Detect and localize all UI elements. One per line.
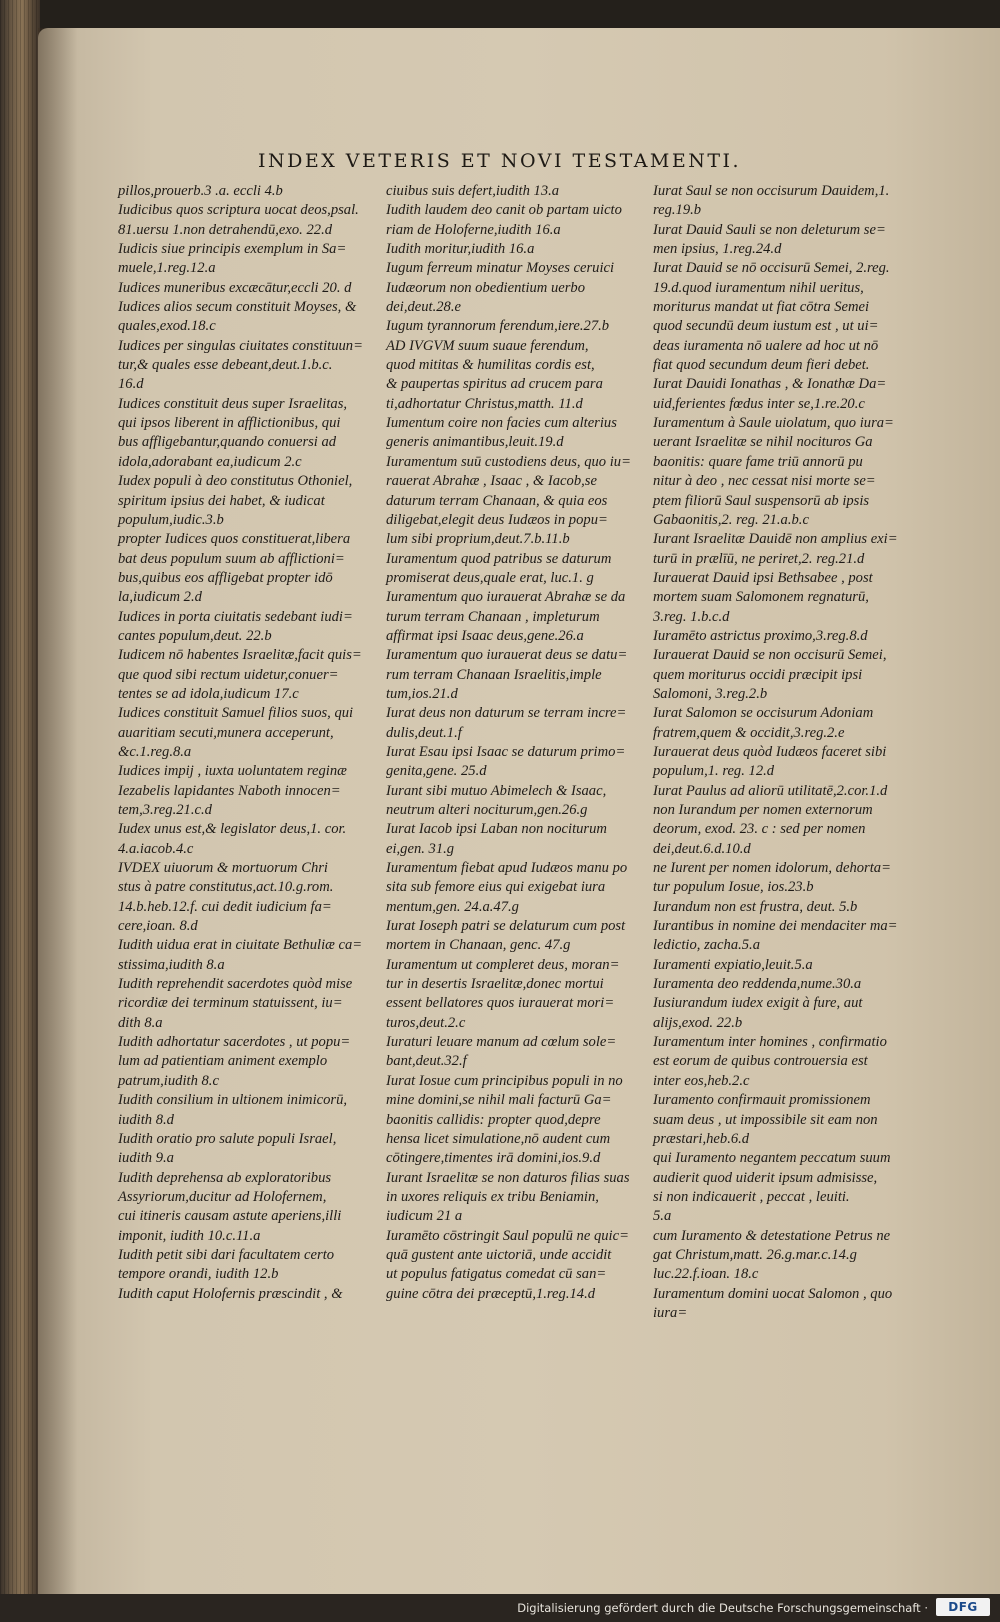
index-line: quales,exod.18.c bbox=[118, 318, 216, 335]
index-line: 81.uersu 1.non detrahendū,exo. 22.d bbox=[118, 221, 333, 238]
index-line: Iudith caput Holofernis præscindit , & bbox=[118, 1285, 343, 1302]
index-line: tum,ios.21.d bbox=[386, 685, 458, 702]
index-line: auaritiam secuti,munera acceperunt, bbox=[118, 724, 334, 741]
index-line: iura= bbox=[653, 1304, 688, 1321]
index-line: Iuramenti expiatio,leuit.5.a bbox=[653, 956, 813, 973]
index-line: turos,deut.2.c bbox=[386, 1014, 466, 1031]
index-line: Iurat Esau ipsi Isaac se daturum primo= bbox=[386, 743, 626, 760]
index-line: generis animantibus,leuit.19.d bbox=[386, 434, 564, 451]
index-line: cui itineris causam astute aperiens,illi bbox=[118, 1208, 342, 1225]
index-line: Iurandum non est frustra, deut. 5.b bbox=[653, 898, 858, 915]
index-line: quod secundū deum iustum est , ut ui= bbox=[653, 318, 879, 335]
funding-note: Digitalisierung gefördert durch die Deutsche Forschungsgemeinschaft · bbox=[517, 1601, 928, 1615]
index-line: Iuramentum à Saule uiolatum, quo iura= bbox=[653, 415, 894, 432]
index-line: Salomoni, 3.reg.2.b bbox=[653, 685, 768, 702]
index-line: Iudith uidua erat in ciuitate Bethuliæ ca= bbox=[118, 937, 363, 954]
index-line: baonitis: quare fame triū annorū pu bbox=[653, 453, 863, 470]
index-line: qui ipsos liberent in afflictionibus, qui bbox=[118, 415, 341, 432]
index-line: mortem suam Salomonem regnaturū, bbox=[653, 589, 869, 606]
index-line: Iurat Paulus ad aliorū utilitatē,2.cor.1.d bbox=[653, 782, 888, 799]
index-line: Iudices per singulas ciuitates constituun= bbox=[118, 337, 363, 354]
index-line: tempore orandi, iudith 12.b bbox=[118, 1266, 279, 1283]
index-line: ricordiæ dei terminum statuissent, iu= bbox=[118, 995, 343, 1012]
index-line: iudith 9.a bbox=[118, 1150, 174, 1167]
index-line: bus affligebantur,quando conuersi ad bbox=[118, 434, 337, 451]
index-line: promiserat deus,quale erat, luc.1. g bbox=[386, 569, 594, 586]
index-line: Iuraturi leuare manum ad cœlum sole= bbox=[386, 1034, 617, 1051]
index-line: IVDEX uiuorum & mortuorum Chri bbox=[118, 860, 328, 877]
index-line: Iudicis siue principis exemplum in Sa= bbox=[118, 241, 347, 258]
index-line: Iurat Ioseph patri se delaturum cum post bbox=[386, 918, 626, 935]
index-line: Iuramentum domini uocat Salomon , quo bbox=[653, 1285, 893, 1302]
index-line: AD IVGVM suum suaue ferendum, bbox=[386, 337, 589, 354]
index-line: quem moriturus occidi præcipit ipsi bbox=[653, 666, 863, 683]
index-line: Iudex unus est,& legislator deus,1. cor. bbox=[118, 821, 347, 838]
footer-bar bbox=[0, 1594, 1000, 1622]
index-line: Iudith deprehensa ab exploratoribus bbox=[118, 1169, 332, 1186]
index-line: Iudex populi à deo constitutus Othoniel, bbox=[118, 473, 353, 490]
index-line: stus à patre constitutus,act.10.g.rom. bbox=[118, 879, 334, 896]
index-line: Iuramentum quo iurauerat Abrahæ se da bbox=[386, 589, 626, 606]
index-line: iudicum 21 a bbox=[386, 1208, 463, 1225]
index-line: rauerat Abrahæ , Isaac , & Iacob,se bbox=[386, 473, 597, 490]
index-line: sita sub femore eius qui exigebat iura bbox=[386, 879, 606, 896]
index-line: Iurauerat Dauid ipsi Bethsabee , post bbox=[653, 569, 873, 586]
index-line: Iudith reprehendit sacerdotes quòd mise bbox=[118, 976, 353, 993]
index-line: est eorum de quibus controuersia est bbox=[653, 1053, 868, 1070]
index-line: quod mititas & humilitas cordis est, bbox=[386, 357, 595, 374]
index-line: Iurantibus in nomine dei mendaciter ma= bbox=[653, 918, 898, 935]
index-line: Iudices impij , iuxta uoluntatem reginæ bbox=[118, 763, 347, 780]
index-line: Iudith moritur,iudith 16.a bbox=[386, 241, 535, 258]
index-line: reg.19.b bbox=[653, 202, 702, 219]
index-line: propter Iudices quos constituerat,libera bbox=[118, 531, 351, 548]
index-line: gat Christum,matt. 26.g.mar.c.14.g bbox=[653, 1246, 857, 1263]
index-line: moriturus mandat ut fiat cōtra Semei bbox=[653, 299, 870, 316]
index-line: diligebat,elegit deus Iudæos in popu= bbox=[386, 511, 608, 528]
index-line: spiritum ipsius dei habet, & iudicat bbox=[118, 492, 325, 509]
index-line: Iuramentum ut compleret deus, moran= bbox=[386, 956, 620, 973]
index-line: Iumentum coire non facies cum alterius bbox=[386, 415, 617, 432]
book-edge bbox=[0, 0, 40, 1622]
index-line: Iudith petit sibi dari facultatem certo bbox=[118, 1246, 335, 1263]
index-line: in uxores reliquis ex tribu Beniamin, bbox=[386, 1188, 599, 1205]
page-header: INDEX VETERIS ET NOVI TESTAMENTI. bbox=[258, 150, 742, 172]
index-line: Iudith consilium in ultionem inimicorū, bbox=[118, 1092, 348, 1109]
index-line: tur populum Iosue, ios.23.b bbox=[653, 879, 814, 896]
index-line: Iurauerat Dauid se non occisurū Semei, bbox=[653, 647, 887, 664]
index-line: uid,ferientes fœdus inter se,1.re.20.c bbox=[653, 395, 865, 412]
index-line: Iurat Iosue cum principibus populi in no bbox=[386, 1072, 623, 1089]
index-line: 19.d.quod iuramentum nihil ueritus, bbox=[653, 279, 864, 296]
index-line: Iurat Salomon se occisurum Adoniam bbox=[653, 705, 874, 722]
index-line: mine domini,se nihil mali facturū Ga= bbox=[386, 1092, 612, 1109]
index-line: &c.1.reg.8.a bbox=[118, 743, 192, 760]
index-line: Iudices in porta ciuitatis sedebant iudi= bbox=[118, 608, 353, 625]
index-line: Iurauerat deus quòd Iudæos faceret sibi bbox=[653, 743, 887, 760]
index-line: ut populus fatigatus comedat cū san= bbox=[386, 1266, 607, 1283]
index-line: cere,ioan. 8.d bbox=[118, 918, 198, 935]
index-line: tem,3.reg.21.c.d bbox=[118, 802, 212, 818]
index-line: Iudices alios secum constituit Moyses, & bbox=[118, 299, 357, 316]
index-line: uerant Israelitæ se nihil nocituros Ga bbox=[653, 434, 873, 451]
index-line: mentum,gen. 24.a.47.g bbox=[386, 898, 519, 915]
index-line: bant,deut.32.f bbox=[386, 1053, 467, 1070]
index-line: Iuramenta deo reddenda,nume.30.a bbox=[653, 976, 862, 993]
index-line: ciuibus suis defert,iudith 13.a bbox=[386, 183, 560, 199]
index-line: lum ad patientiam animent exemplo bbox=[118, 1053, 328, 1070]
index-line: turum terram Chanaan , impleturum bbox=[386, 608, 600, 625]
index-line: non Iurandum per nomen externorum bbox=[653, 802, 873, 818]
index-line: stissima,iudith 8.a bbox=[118, 956, 225, 973]
index-line: 16.d bbox=[118, 376, 144, 393]
index-line: alijs,exod. 22.b bbox=[653, 1014, 743, 1031]
index-line: imponit, iudith 10.c.11.a bbox=[118, 1227, 261, 1244]
index-line: populum,iudic.3.b bbox=[118, 511, 224, 528]
index-line: daturum terram Chanaan, & quia eos bbox=[386, 492, 608, 509]
index-line: fratrem,quem & occidit,3.reg.2.e bbox=[653, 724, 845, 741]
index-line: ledictio, zacha.5.a bbox=[653, 937, 761, 954]
index-line: mortem in Chanaan, genc. 47.g bbox=[386, 937, 571, 954]
index-line: men ipsius, 1.reg.24.d bbox=[653, 241, 782, 258]
index-line: 5.a bbox=[653, 1208, 672, 1225]
index-line: Iuramento confirmauit promissionem bbox=[653, 1092, 871, 1109]
index-line: dulis,deut.1.f bbox=[386, 724, 462, 741]
index-line: Iurat deus non daturum se terram incre= bbox=[386, 705, 627, 722]
index-line: hensa licet simulatione,nō audent cum bbox=[386, 1130, 611, 1147]
index-line: Iudæorum non obedientium uerbo bbox=[386, 279, 586, 296]
index-line: rum terram Chanaan Israelitis,imple bbox=[386, 666, 602, 683]
index-line: tentes se ad idola,iudicum 17.c bbox=[118, 685, 299, 702]
index-line: lum sibi proprium,deut.7.b.11.b bbox=[386, 531, 570, 548]
index-line: que quod sibi rectum uidetur,conuer= bbox=[118, 666, 339, 683]
index-line: ptem filiorū Saul suspensorū ab ipsis bbox=[653, 492, 870, 509]
index-line: Iuramentum quod patribus se daturum bbox=[386, 550, 612, 567]
index-line: cōtingere,timentes irā domini,ios.9.d bbox=[386, 1150, 601, 1167]
index-line: suam deus , ut impossibile sit eam non bbox=[653, 1111, 878, 1128]
index-line: cantes populum,deut. 22.b bbox=[118, 627, 272, 644]
index-line: Iudith adhortatur sacerdotes , ut popu= bbox=[118, 1034, 351, 1051]
index-line: affirmat ipsi Isaac deus,gene.26.a bbox=[386, 627, 584, 644]
index-line: Iugum tyrannorum ferendum,iere.27.b bbox=[386, 318, 610, 335]
index-line: baonitis callidis: propter quod,depre bbox=[386, 1111, 601, 1128]
index-column-right bbox=[653, 182, 943, 1323]
index-line: Iuramentum suū custodiens deus, quo iu= bbox=[386, 453, 631, 470]
index-line: deorum, exod. 23. c : sed per nomen bbox=[653, 821, 866, 838]
index-line: fiat quod secundum deum fieri debet. bbox=[653, 357, 870, 374]
index-line: Iudices constituit deus super Israelitas, bbox=[118, 395, 348, 412]
index-line: 4.a.iacob.4.c bbox=[118, 840, 194, 857]
index-line: essent bellatores quos iurauerat mori= bbox=[386, 995, 615, 1012]
index-line: neutrum alteri nociturum,gen.26.g bbox=[386, 802, 588, 818]
index-line: riam de Holoferne,iudith 16.a bbox=[386, 221, 561, 238]
index-line: genita,gene. 25.d bbox=[386, 763, 487, 780]
index-line: 14.b.heb.12.f. cui dedit iudicium fa= bbox=[118, 898, 332, 915]
index-line: inter eos,heb.2.c bbox=[653, 1072, 750, 1089]
index-line: quā gustent ante uictoriā, unde accidit bbox=[386, 1246, 612, 1263]
index-line: Iurant Israelitæ Dauidē non amplius exi= bbox=[653, 531, 898, 548]
index-line: deas iuramenta nō ualere ad hoc ut nō bbox=[653, 337, 879, 354]
index-line: Iuramentum fiebat apud Iudæos manu po bbox=[386, 860, 628, 877]
index-column-left bbox=[118, 182, 390, 1304]
index-line: Iurat Dauid se nō occisurū Semei, 2.reg. bbox=[653, 260, 890, 277]
index-line: Iurat Saul se non occisurum Dauidem,1. bbox=[653, 183, 890, 199]
index-line: si non indicauerit , peccat , leuiti. bbox=[653, 1188, 850, 1205]
index-line: præstari,heb.6.d bbox=[653, 1130, 750, 1147]
index-line: bus,quibus eos affligebat propter idō bbox=[118, 569, 333, 586]
index-line: ne Iurent per nomen idolorum, dehorta= bbox=[653, 860, 891, 877]
index-line: iudith 8.d bbox=[118, 1111, 174, 1128]
index-line: Iudices constituit Samuel filios suos, qui bbox=[118, 705, 354, 722]
index-line: Iurant Israelitæ se non daturos filias suas bbox=[386, 1169, 630, 1186]
index-line: Iudicibus quos scriptura uocat deos,psal. bbox=[118, 202, 359, 219]
index-line: idola,adorabant ea,iudicum 2.c bbox=[118, 453, 302, 470]
index-line: Iudices muneribus excæcātur,eccli 20. d bbox=[118, 279, 352, 296]
index-line: patrum,iudith 8.c bbox=[118, 1072, 219, 1089]
index-line: Iusiurandum iudex exigit à fure, aut bbox=[653, 995, 863, 1012]
index-line: Iurat Iacob ipsi Laban non nociturum bbox=[386, 821, 607, 838]
index-column-middle bbox=[386, 182, 662, 1304]
index-line: Iezabelis lapidantes Naboth innocen= bbox=[118, 782, 341, 799]
index-line: qui Iuramento negantem peccatum suum bbox=[653, 1150, 891, 1167]
index-line: turū in prælīū, ne periret,2. reg.21.d bbox=[653, 550, 865, 567]
index-line: populum,1. reg. 12.d bbox=[653, 763, 775, 780]
index-line: Iudith laudem deo canit ob partam uicto bbox=[386, 202, 622, 219]
index-line: audierit quod uiderit ipsum admisisse, bbox=[653, 1169, 878, 1186]
index-line: ti,adhortatur Christus,matth. 11.d bbox=[386, 395, 583, 412]
index-line: ei,gen. 31.g bbox=[386, 840, 455, 857]
index-line: dei,deut.28.e bbox=[386, 299, 461, 316]
index-line: Iugum ferreum minatur Moyses ceruici bbox=[386, 260, 615, 277]
index-line: pillos,prouerb.3 .a. eccli 4.b bbox=[118, 183, 283, 199]
index-line: guine cōtra dei præceptū,1.reg.14.d bbox=[386, 1285, 596, 1302]
index-line: Iuramentum quo iurauerat deus se datu= bbox=[386, 647, 628, 664]
index-line: muele,1.reg.12.a bbox=[118, 260, 216, 277]
index-line: cum Iuramento & detestatione Petrus ne bbox=[653, 1227, 891, 1244]
index-line: Iurant sibi mutuo Abimelech & Isaac, bbox=[386, 782, 607, 799]
dfg-logo: DFG bbox=[936, 1598, 990, 1616]
index-line: & paupertas spiritus ad crucem para bbox=[386, 376, 603, 393]
index-line: dith 8.a bbox=[118, 1014, 163, 1031]
index-line: Gabaonitis,2. reg. 21.a.b.c bbox=[653, 511, 809, 528]
index-line: bat deus populum suum ab afflictioni= bbox=[118, 550, 345, 567]
index-line: tur,& quales esse debeant,deut.1.b.c. bbox=[118, 357, 333, 374]
index-line: Assyriorum,ducitur ad Holofernem, bbox=[118, 1188, 327, 1205]
index-line: Iuramēto cōstringit Saul populū ne quic= bbox=[386, 1227, 629, 1244]
index-line: luc.22.f.ioan. 18.c bbox=[653, 1266, 759, 1283]
index-line: Iurat Dauid Sauli se non deleturum se= bbox=[653, 221, 886, 238]
index-line: la,iudicum 2.d bbox=[118, 589, 202, 606]
index-line: Iuramēto astrictus proximo,3.reg.8.d bbox=[653, 627, 868, 644]
index-line: Iurat Dauidi Ionathas , & Ionathæ Da= bbox=[653, 376, 887, 393]
index-line: nitur à deo , nec cessat nisi morte se= bbox=[653, 473, 876, 490]
index-line: Iudicem nō habentes Israelitæ,facit quis= bbox=[118, 647, 362, 664]
index-line: dei,deut.6.d.10.d bbox=[653, 840, 751, 857]
index-line: tur in desertis Israelitæ,donec mortui bbox=[386, 976, 604, 993]
index-line: Iudith oratio pro salute populi Israel, bbox=[118, 1130, 337, 1147]
index-line: 3.reg. 1.b.c.d bbox=[653, 608, 730, 625]
index-line: Iuramentum inter homines , confirmatio bbox=[653, 1034, 887, 1051]
